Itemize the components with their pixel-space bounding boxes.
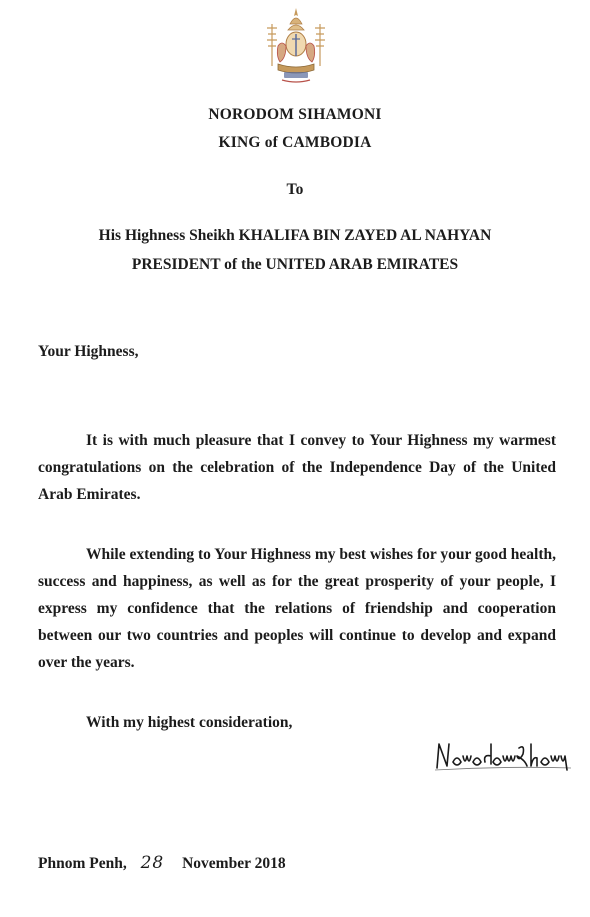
royal-emblem <box>264 6 328 84</box>
month-year: November 2018 <box>182 855 286 872</box>
handwritten-signature-icon <box>433 738 573 774</box>
sender-name: NORODOM SIHAMONI <box>208 106 382 123</box>
sender-title: KING of CAMBODIA <box>218 134 372 151</box>
closing-line: With my highest consideration, <box>86 714 293 731</box>
salutation: Your Highness, <box>38 343 139 360</box>
handwritten-day: 28 <box>140 853 165 873</box>
signature <box>433 738 573 774</box>
royal-arms-icon <box>264 6 328 84</box>
recipient-name: His Highness Sheikh KHALIFA BIN ZAYED AL NAHYAN <box>98 227 492 244</box>
date-line <box>38 853 286 873</box>
body-paragraph-2: While extending to Your Highness my best wishes for your good health, success and happiness, as well as for the great prosperity of your people, I express my confidence that the relations of friendship and cooperation between our two countries and peoples will continue to develop and expand over the years. <box>38 546 556 671</box>
recipient-title: PRESIDENT of the UNITED ARAB EMIRATES <box>131 256 459 273</box>
place-name: Phnom Penh, <box>38 855 127 872</box>
to-label: To <box>286 181 304 198</box>
body-paragraph-1: It is with much pleasure that I convey to Your Highness my warmest congratulations on the celebration of the Independence Day of the United Arab Emirates. <box>38 432 556 503</box>
